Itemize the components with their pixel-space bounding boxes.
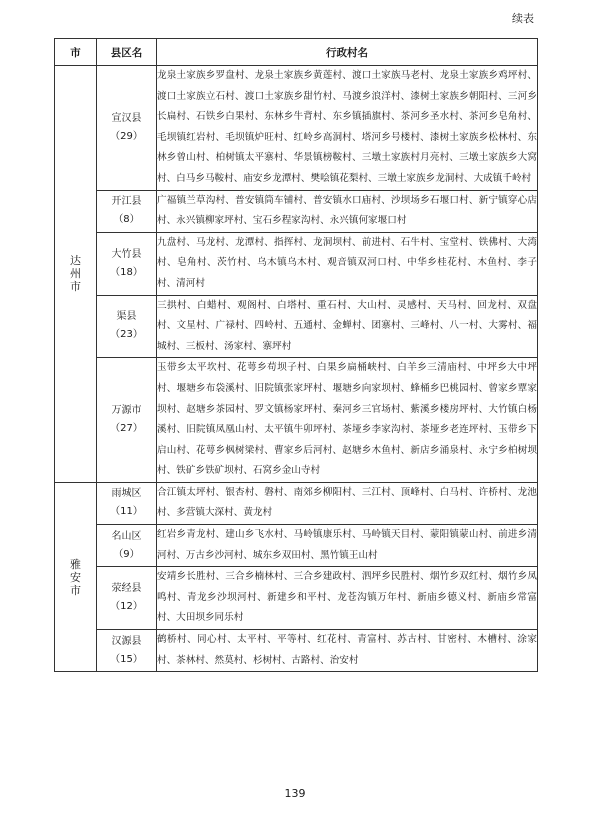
county-count: （8） <box>113 214 140 226</box>
table-row <box>55 482 538 524</box>
county-name: 开江县 <box>111 196 142 208</box>
county-count: （11） <box>110 506 143 518</box>
county-name: 宣汉县 <box>111 112 142 124</box>
county-count: （12） <box>110 601 143 613</box>
table-row <box>55 295 538 358</box>
county-cell <box>97 630 157 672</box>
county-cell <box>97 232 157 295</box>
table-row <box>55 232 538 295</box>
table-row <box>55 66 538 191</box>
county-cell <box>97 66 157 191</box>
table-row <box>55 567 538 630</box>
header-county: 县区名 <box>97 39 157 66</box>
county-cell <box>97 525 157 567</box>
county-cell <box>97 567 157 630</box>
village-list: 广福镇兰草沟村、普安镇筒车铺村、普安镇水口庙村、沙坝场乡石堰口村、新宁镇穿心店村、永兴镇柳家坪村、宝石乡程家沟村、永兴镇何家堰口村 <box>157 190 538 232</box>
city-cell-yaan <box>55 482 97 671</box>
header-villages: 行政村名 <box>157 39 538 66</box>
continued-label: 续表 <box>512 12 534 25</box>
table-row <box>55 630 538 672</box>
county-count: （29） <box>110 130 143 142</box>
county-name: 万源市 <box>111 405 142 417</box>
table-row <box>55 358 538 483</box>
county-cell <box>97 295 157 358</box>
county-cell <box>97 482 157 524</box>
county-count: （15） <box>110 653 143 665</box>
village-list: 龙泉土家族乡罗盘村、龙泉土家族乡黄莲村、渡口土家族马老村、龙泉土家族乡鸡坪村、渡口土家族立石村、渡口土家族乡甜竹村、马渡乡浪洋村、漆树土家族乡朝阳村、三河乡长扁村、石铁乡白果村、东林乡牛背村、东乡镇插旗村、茶河乡圣水村、茶河乡皂角村、毛坝镇红岩村、毛坝镇炉旺村、红岭乡高洞村、塔河乡号楼村、漆树土家族乡松林村、东林乡曾山村、柏树镇太平寨村、华景镇榜鞍村、三墩土家族村月亮村、三墩土家族乡大窝村、白马乡马鞍村、庙安乡龙潭村、樊哙镇花梨村、三墩土家族乡龙洞村、大成镇千岭村 <box>157 66 538 191</box>
header-city: 市 <box>55 39 97 66</box>
city-cell-dazhou <box>55 66 97 483</box>
county-count: （23） <box>110 329 143 341</box>
table-row <box>55 525 538 567</box>
county-name: 渠县 <box>116 311 137 323</box>
city-name: 雅安市 <box>70 557 81 597</box>
page-number: 139 <box>284 787 306 800</box>
county-name: 荥经县 <box>111 583 142 595</box>
village-list: 玉带乡太平坎村、花萼乡苟坝子村、白果乡扁桶峡村、白羊乡三清庙村、中坪乡大中坪村、堰塘乡布袋溪村、旧院镇张家坪村、堰塘乡向家坝村、蜂桶乡巴桃园村、曾家乡覃家坝村、赵塘乡茶园村、罗文镇杨家坪村、秦河乡三官场村、紫溪乡楼房坪村、大竹镇白杨溪村、旧院镇凤凰山村、太平镇牛卯坪村、茶垭乡李家沟村、茶垭乡老连坪村、玉带乡下启山村、花萼乡枫树梁村、曹家乡后河村、赵塘乡木鱼村、新店乡涌泉村、永宁乡柏树坝村、铁矿乡铁矿坝村、石窝乡金山寺村 <box>157 358 538 483</box>
county-cell <box>97 190 157 232</box>
county-name: 名山区 <box>111 530 142 542</box>
table-header-row <box>55 39 538 66</box>
county-cell <box>97 358 157 483</box>
table-row <box>55 190 538 232</box>
village-table <box>54 38 538 672</box>
county-count: （18） <box>110 266 143 278</box>
village-list: 红岩乡青龙村、建山乡飞水村、马岭镇康乐村、马岭镇天目村、蒙阳镇蒙山村、前进乡清河村、万古乡沙河村、城东乡双田村、黑竹镇王山村 <box>157 525 538 567</box>
city-name: 达州市 <box>70 254 81 294</box>
county-name: 大竹县 <box>111 248 142 260</box>
village-list: 三拱村、白蜡村、观阁村、白塔村、重石村、大山村、灵感村、天马村、回龙村、双盘村、文星村、广禄村、四岭村、五通村、金蝉村、团寨村、三峰村、八一村、大雾村、福城村、三板村、汤家村、寨坪村 <box>157 295 538 358</box>
county-name: 雨城区 <box>111 488 142 500</box>
county-count: （27） <box>110 423 143 435</box>
village-list: 合江镇太坪村、银杏村、磐村、南郊乡柳阳村、三江村、顶峰村、白马村、许桥村、龙池村、多营镇大深村、黄龙村 <box>157 482 538 524</box>
village-list: 鹤桥村、同心村、太平村、平等村、红花村、青富村、苏古村、甘密村、木槽村、涂家村、茶林村、然莫村、杉树村、古路村、治安村 <box>157 630 538 672</box>
county-count: （9） <box>113 548 140 560</box>
village-list: 安靖乡长胜村、三合乡楠林村、三合乡建政村、泗坪乡民胜村、烟竹乡双红村、烟竹乡凤鸣村、青龙乡沙坝河村、新建乡和平村、龙苍沟镇万年村、新庙乡德义村、新庙乡常富村、大田坝乡同乐村 <box>157 567 538 630</box>
village-list: 九盘村、马龙村、龙潭村、指挥村、龙洞坝村、前进村、石牛村、宝堂村、铁佛村、大湾村、皂角村、茨竹村、乌木镇乌木村、观音镇双河口村、中华乡桂花村、木鱼村、李子村、清河村 <box>157 232 538 295</box>
county-name: 汉源县 <box>111 635 142 647</box>
